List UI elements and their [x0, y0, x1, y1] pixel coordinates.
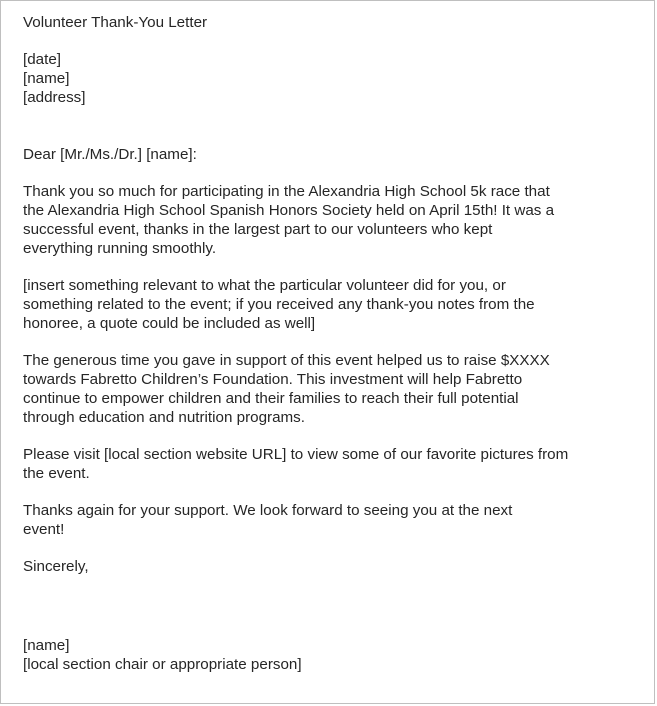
paragraph-fundraising — [23, 351, 643, 427]
paragraph-thanks-again — [23, 501, 643, 539]
letter-body — [23, 13, 643, 674]
paragraph-thanks — [23, 182, 643, 258]
paragraph-website — [23, 445, 643, 483]
paragraph-line: everything running smoothly. — [23, 240, 217, 257]
paragraph-line: event! — [23, 521, 65, 538]
address-placeholder: [address] — [23, 89, 86, 106]
signature-title: [local section chair or appropriate person] — [23, 656, 302, 673]
paragraph-line: something related to the event; if you received any thank-you notes from the — [23, 296, 535, 313]
letter-title: Volunteer Thank-You Letter — [23, 14, 208, 31]
paragraph-insert-note — [23, 276, 643, 333]
paragraph-line: [insert something relevant to what the particular volunteer did for you, or — [23, 277, 506, 294]
paragraph-line: honoree, a quote could be included as well] — [23, 315, 316, 332]
paragraph-line: Thank you so much for participating in the Alexandria High School 5k race that — [23, 183, 550, 200]
date-placeholder: [date] — [23, 51, 61, 68]
paragraph-line: the event. — [23, 465, 90, 482]
paragraph-line: through education and nutrition programs. — [23, 409, 305, 426]
signature-name: [name] — [23, 637, 70, 654]
paragraph-line: successful event, thanks in the largest part to our volunteers who kept — [23, 221, 493, 238]
paragraph-line: the Alexandria High School Spanish Honors Society held on April 15th! It was a — [23, 202, 555, 219]
address-block — [23, 50, 643, 107]
paragraph-line: Thanks again for your support. We look forward to seeing you at the next — [23, 502, 513, 519]
name-placeholder: [name] — [23, 70, 70, 87]
salutation: Dear [Mr./Ms./Dr.] [name]: — [23, 146, 197, 163]
paragraph-line: Please visit [local section website URL] to view some of our favorite pictures from — [23, 446, 569, 463]
paragraph-line: continue to empower children and their families to reach their full potential — [23, 390, 519, 407]
paragraph-line: The generous time you gave in support of this event helped us to raise $XXXX — [23, 352, 550, 369]
paragraph-line: towards Fabretto Children’s Foundation. This investment will help Fabretto — [23, 371, 523, 388]
closing: Sincerely, — [23, 558, 89, 575]
signature-block — [23, 636, 643, 674]
